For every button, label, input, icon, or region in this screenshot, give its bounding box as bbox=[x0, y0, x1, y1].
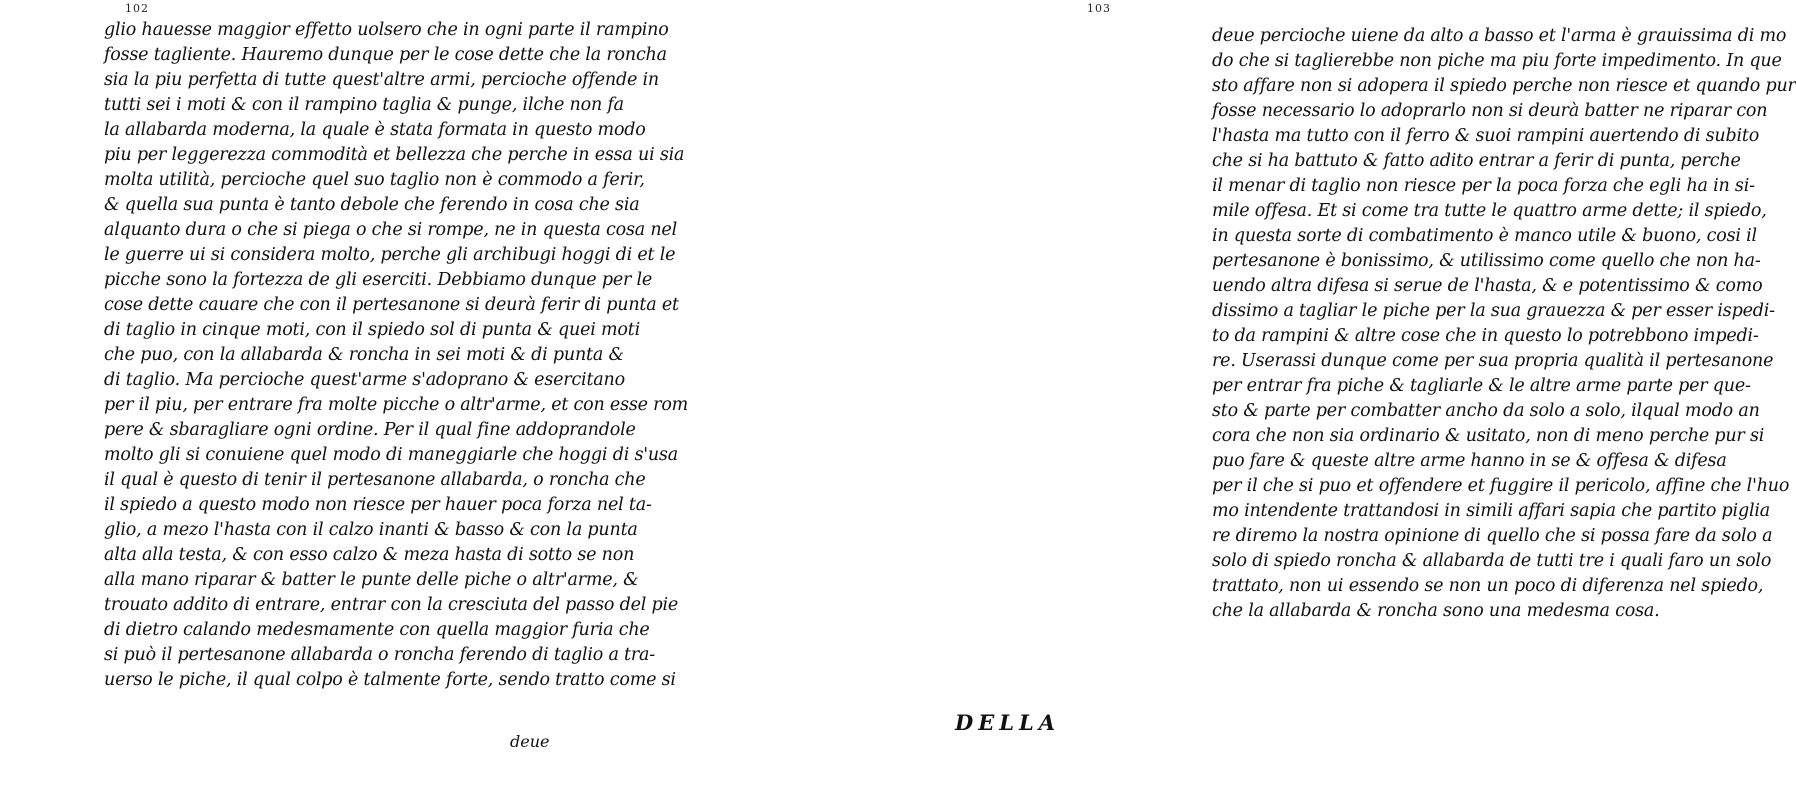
text-line: che puo, con la allabarda & roncha in sei moti & di punta & bbox=[104, 345, 624, 365]
text-line: glio, a mezo l'hasta con il calzo inanti & basso & con la punta bbox=[104, 520, 638, 540]
text-line: si può il pertesanone allabarda o roncha ferendo di taglio a tra- bbox=[104, 645, 655, 665]
text-line: sto & parte per combatter ancho da solo a solo, ilqual modo an bbox=[1212, 401, 1760, 421]
text-line: uendo altra difesa si serue de l'hasta, & e potentissimo & como bbox=[1212, 276, 1763, 296]
text-line: di taglio in cinque moti, con il spiedo sol di punta & quei moti bbox=[104, 320, 640, 340]
text-line: cora che non sia ordinario & usitato, non di meno perche pur si bbox=[1212, 426, 1765, 446]
text-line: il qual è questo di tenir il pertesanone allabarda, o roncha che bbox=[104, 470, 646, 490]
text-line: pertesanone è bonissimo, & utilissimo come quello che non ha- bbox=[1212, 251, 1761, 271]
text-line: to da rampini & altre cose che in questo lo potrebbono impedi- bbox=[1212, 326, 1759, 346]
text-line: sia la piu perfetta di tutte quest'altre armi, percioche offende in bbox=[104, 70, 659, 90]
text-line: tutti sei i moti & con il rampino taglia & punge, ilche non fa bbox=[104, 95, 624, 115]
text-line: picche sono la fortezza de gli eserciti. Debbiamo dunque per le bbox=[104, 270, 653, 290]
text-line: il menar di taglio non riesce per la poca forza che egli ha in si- bbox=[1212, 176, 1755, 196]
text-line: alta alla testa, & con esso calzo & meza hasta di sotto se non bbox=[104, 545, 635, 565]
text-line: alquanto dura o che si piega o che si rompe, ne in questa cosa nel bbox=[104, 220, 677, 240]
left-page bbox=[0, 0, 689, 800]
right-page-text bbox=[1212, 24, 1796, 624]
right-page bbox=[590, 0, 1796, 800]
text-line: uerso le piche, il qual colpo è talmente forte, sendo tratto come si bbox=[104, 670, 676, 690]
text-line: & quella sua punta è tanto debole che ferendo in cosa che sia bbox=[104, 195, 640, 215]
text-line: per il piu, per entrare fra molte picche o altr'arme, et con esse rom bbox=[104, 395, 689, 415]
text-line: che la allabarda & roncha sono una medesma cosa. bbox=[1212, 601, 1660, 621]
text-line: molto gli si conuiene quel modo di maneggiarle che hoggi di s'usa bbox=[104, 445, 678, 465]
text-line: le guerre ui si considera molto, perche gli archibugi hoggi di et le bbox=[104, 245, 676, 265]
text-line: deue percioche uiene da alto a basso et l'arma è grauissima di mo bbox=[1212, 26, 1787, 46]
text-line: re diremo la nostra opinione di quello che si possa fare da solo a bbox=[1212, 526, 1773, 546]
text-line: solo di spiedo roncha & allabarda de tutti tre i quali faro un solo bbox=[1212, 551, 1772, 571]
text-line: fosse tagliente. Hauremo dunque per le cose dette che la roncha bbox=[104, 45, 667, 65]
text-line: trouato addito di entrare, entrar con la cresciuta del passo del pie bbox=[104, 595, 679, 615]
text-line: in questa sorte di combatimento è manco utile & buono, cosi il bbox=[1212, 226, 1757, 246]
text-line: fosse necessario lo adoprarlo non si deurà batter ne riparar con bbox=[1212, 101, 1768, 121]
text-line: piu per leggerezza commodità et bellezza che perche in essa ui sia bbox=[104, 145, 685, 165]
text-line: re. Userassi dunque come per sua propria qualità il pertesanone bbox=[1212, 351, 1774, 371]
next-section-heading: DELLA bbox=[955, 710, 1061, 735]
text-line: il spiedo a questo modo non riesce per hauer poca forza nel ta- bbox=[104, 495, 652, 515]
text-line: dissimo a tagliar le piche per la sua grauezza & per esser ispedi- bbox=[1212, 301, 1775, 321]
text-line: sto affare non si adopera il spiedo perche non riesce et quando pur bbox=[1212, 76, 1796, 96]
text-line: la allabarda moderna, la quale è stata formata in questo modo bbox=[104, 120, 646, 140]
left-page-catchword: deue bbox=[510, 732, 550, 751]
text-line: cose dette cauare che con il pertesanone si deurà ferir di punta et bbox=[104, 295, 679, 315]
left-page-text bbox=[104, 18, 689, 693]
text-line: trattato, non ui essendo se non un poco di diferenza nel spiedo, bbox=[1212, 576, 1764, 596]
text-line: do che si taglierebbe non piche ma piu forte impedimento. In que bbox=[1212, 51, 1782, 71]
text-line: di taglio. Ma percioche quest'arme s'adoprano & esercitano bbox=[104, 370, 625, 390]
text-line: alla mano riparar & batter le punte delle piche o altr'arme, & bbox=[104, 570, 639, 590]
text-line: che si ha battuto & fatto adito entrar a ferir di punta, perche bbox=[1212, 151, 1741, 171]
text-line: glio hauesse maggior effetto uolsero che in ogni parte il rampino bbox=[104, 20, 669, 40]
text-line: puo fare & queste altre arme hanno in se & offesa & difesa bbox=[1212, 451, 1727, 471]
text-line: di dietro calando medesmamente con quella maggior furia che bbox=[104, 620, 650, 640]
text-line: mo intendente trattandosi in simili affari sapia che partito piglia bbox=[1212, 501, 1770, 521]
right-page-number: 103 bbox=[1087, 2, 1111, 15]
text-line: pere & sbaragliare ogni ordine. Per il qual fine addoprandole bbox=[104, 420, 636, 440]
text-line: molta utilità, percioche quel suo taglio non è commodo a ferir, bbox=[104, 170, 645, 190]
left-page-number: 102 bbox=[125, 2, 149, 15]
text-line: per entrar fra piche & tagliarle & le altre arme parte per que- bbox=[1212, 376, 1751, 396]
text-line: per il che si puo et offendere et fuggire il pericolo, affine che l'huo bbox=[1212, 476, 1790, 496]
text-line: mile offesa. Et si come tra tutte le quattro arme dette; il spiedo, bbox=[1212, 201, 1767, 221]
text-line: l'hasta ma tutto con il ferro & suoi rampini auertendo di subito bbox=[1212, 126, 1760, 146]
